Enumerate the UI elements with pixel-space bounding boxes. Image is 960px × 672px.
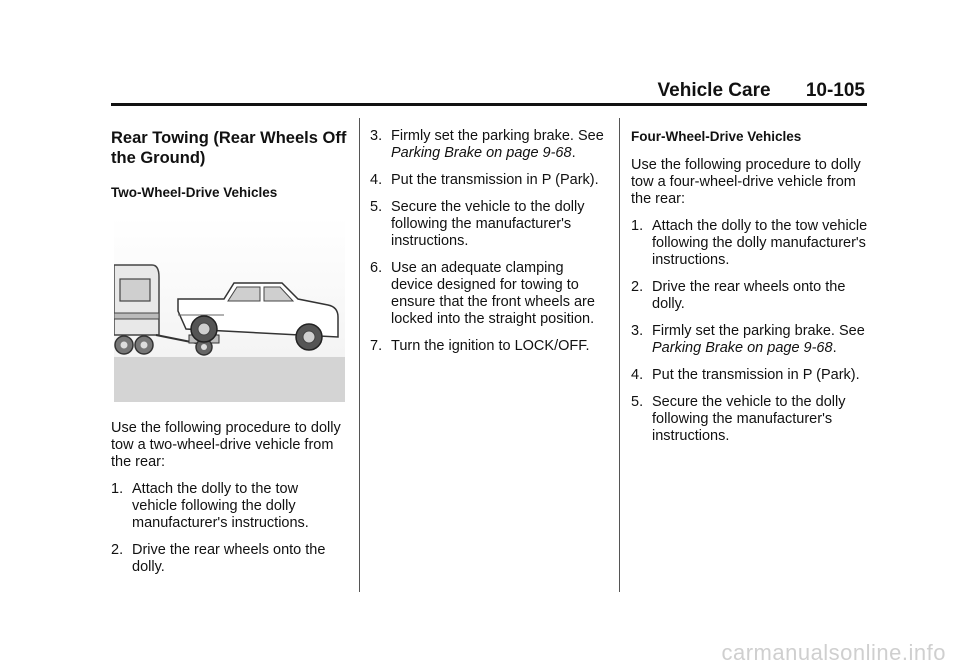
list-item [631,218,871,269]
list-item [631,367,871,384]
step-number: 2. [111,542,124,558]
cross-reference-link[interactable]: Parking Brake on page 9-68 [391,145,572,161]
step-number: 1. [631,218,644,234]
column-2 [370,128,606,365]
step-text: Turn the ignition to LOCK/OFF. [391,338,590,354]
step-text: Drive the rear wheels onto the dolly. [132,542,326,575]
list-item [111,481,347,532]
step-number: 2. [631,279,644,295]
step-list [631,218,871,445]
list-item [631,279,871,313]
step-text: Put the transmission in P (Park). [652,367,860,383]
subsection-heading: Four-Wheel-Drive Vehicles [631,129,802,144]
dolly-towing-illustration [114,217,345,402]
page-header [658,80,865,102]
column-divider [619,118,620,592]
intro-paragraph: Use the following procedure to dolly tow a four-wheel-drive vehicle from the rear: [631,157,861,207]
step-text: Put the transmission in P (Park). [391,172,599,188]
column-divider [359,118,360,592]
list-item [111,542,347,576]
step-text: Use an adequate clamping device designed for towing to ensure that the front wheels are locked into the straight position. [391,260,595,327]
list-item [631,394,871,445]
list-item [370,260,606,328]
column-3 [631,128,871,455]
step-number: 7. [370,338,383,354]
cross-reference-link[interactable]: Parking Brake on page 9-68 [652,340,833,356]
step-list [111,481,347,576]
list-item [370,199,606,250]
page-number: 10-105 [805,80,865,101]
step-text: Drive the rear wheels onto the dolly. [652,279,846,312]
step-list [370,128,606,355]
step-number: 1. [111,481,124,497]
step-text: Secure the vehicle to the dolly following the manufacturer's instructions. [652,394,846,444]
list-item [370,338,606,355]
section-title: Vehicle Care [657,80,771,101]
watermark: carmanualsonline.info [721,640,946,665]
step-number: 4. [631,367,644,383]
section-heading: Rear Towing (Rear Wheels Off the Ground) [111,129,347,167]
step-text-end: . [832,340,837,356]
intro-paragraph: Use the following procedure to dolly tow a two-wheel-drive vehicle from the rear: [111,420,341,470]
step-number: 6. [370,260,383,276]
step-text: Attach the dolly to the tow vehicle following the dolly manufacturer's instructions. [132,481,309,531]
step-number: 5. [631,394,644,410]
step-number: 3. [631,323,644,339]
step-text: Secure the vehicle to the dolly following the manufacturer's instructions. [391,199,585,249]
step-number: 4. [370,172,383,188]
step-number: 5. [370,199,383,215]
step-number: 3. [370,128,383,144]
list-item [370,128,606,162]
header-rule [111,103,867,106]
list-item [631,323,871,357]
step-text: Attach the dolly to the tow vehicle following the dolly manufacturer's instructions. [652,218,868,268]
step-text: Firmly set the parking brake. See [652,323,865,339]
subsection-heading: Two-Wheel-Drive Vehicles [111,185,278,200]
column-1 [111,128,347,586]
step-text-end: . [571,145,576,161]
list-item [370,172,606,189]
step-text: Firmly set the parking brake. See [391,128,604,144]
